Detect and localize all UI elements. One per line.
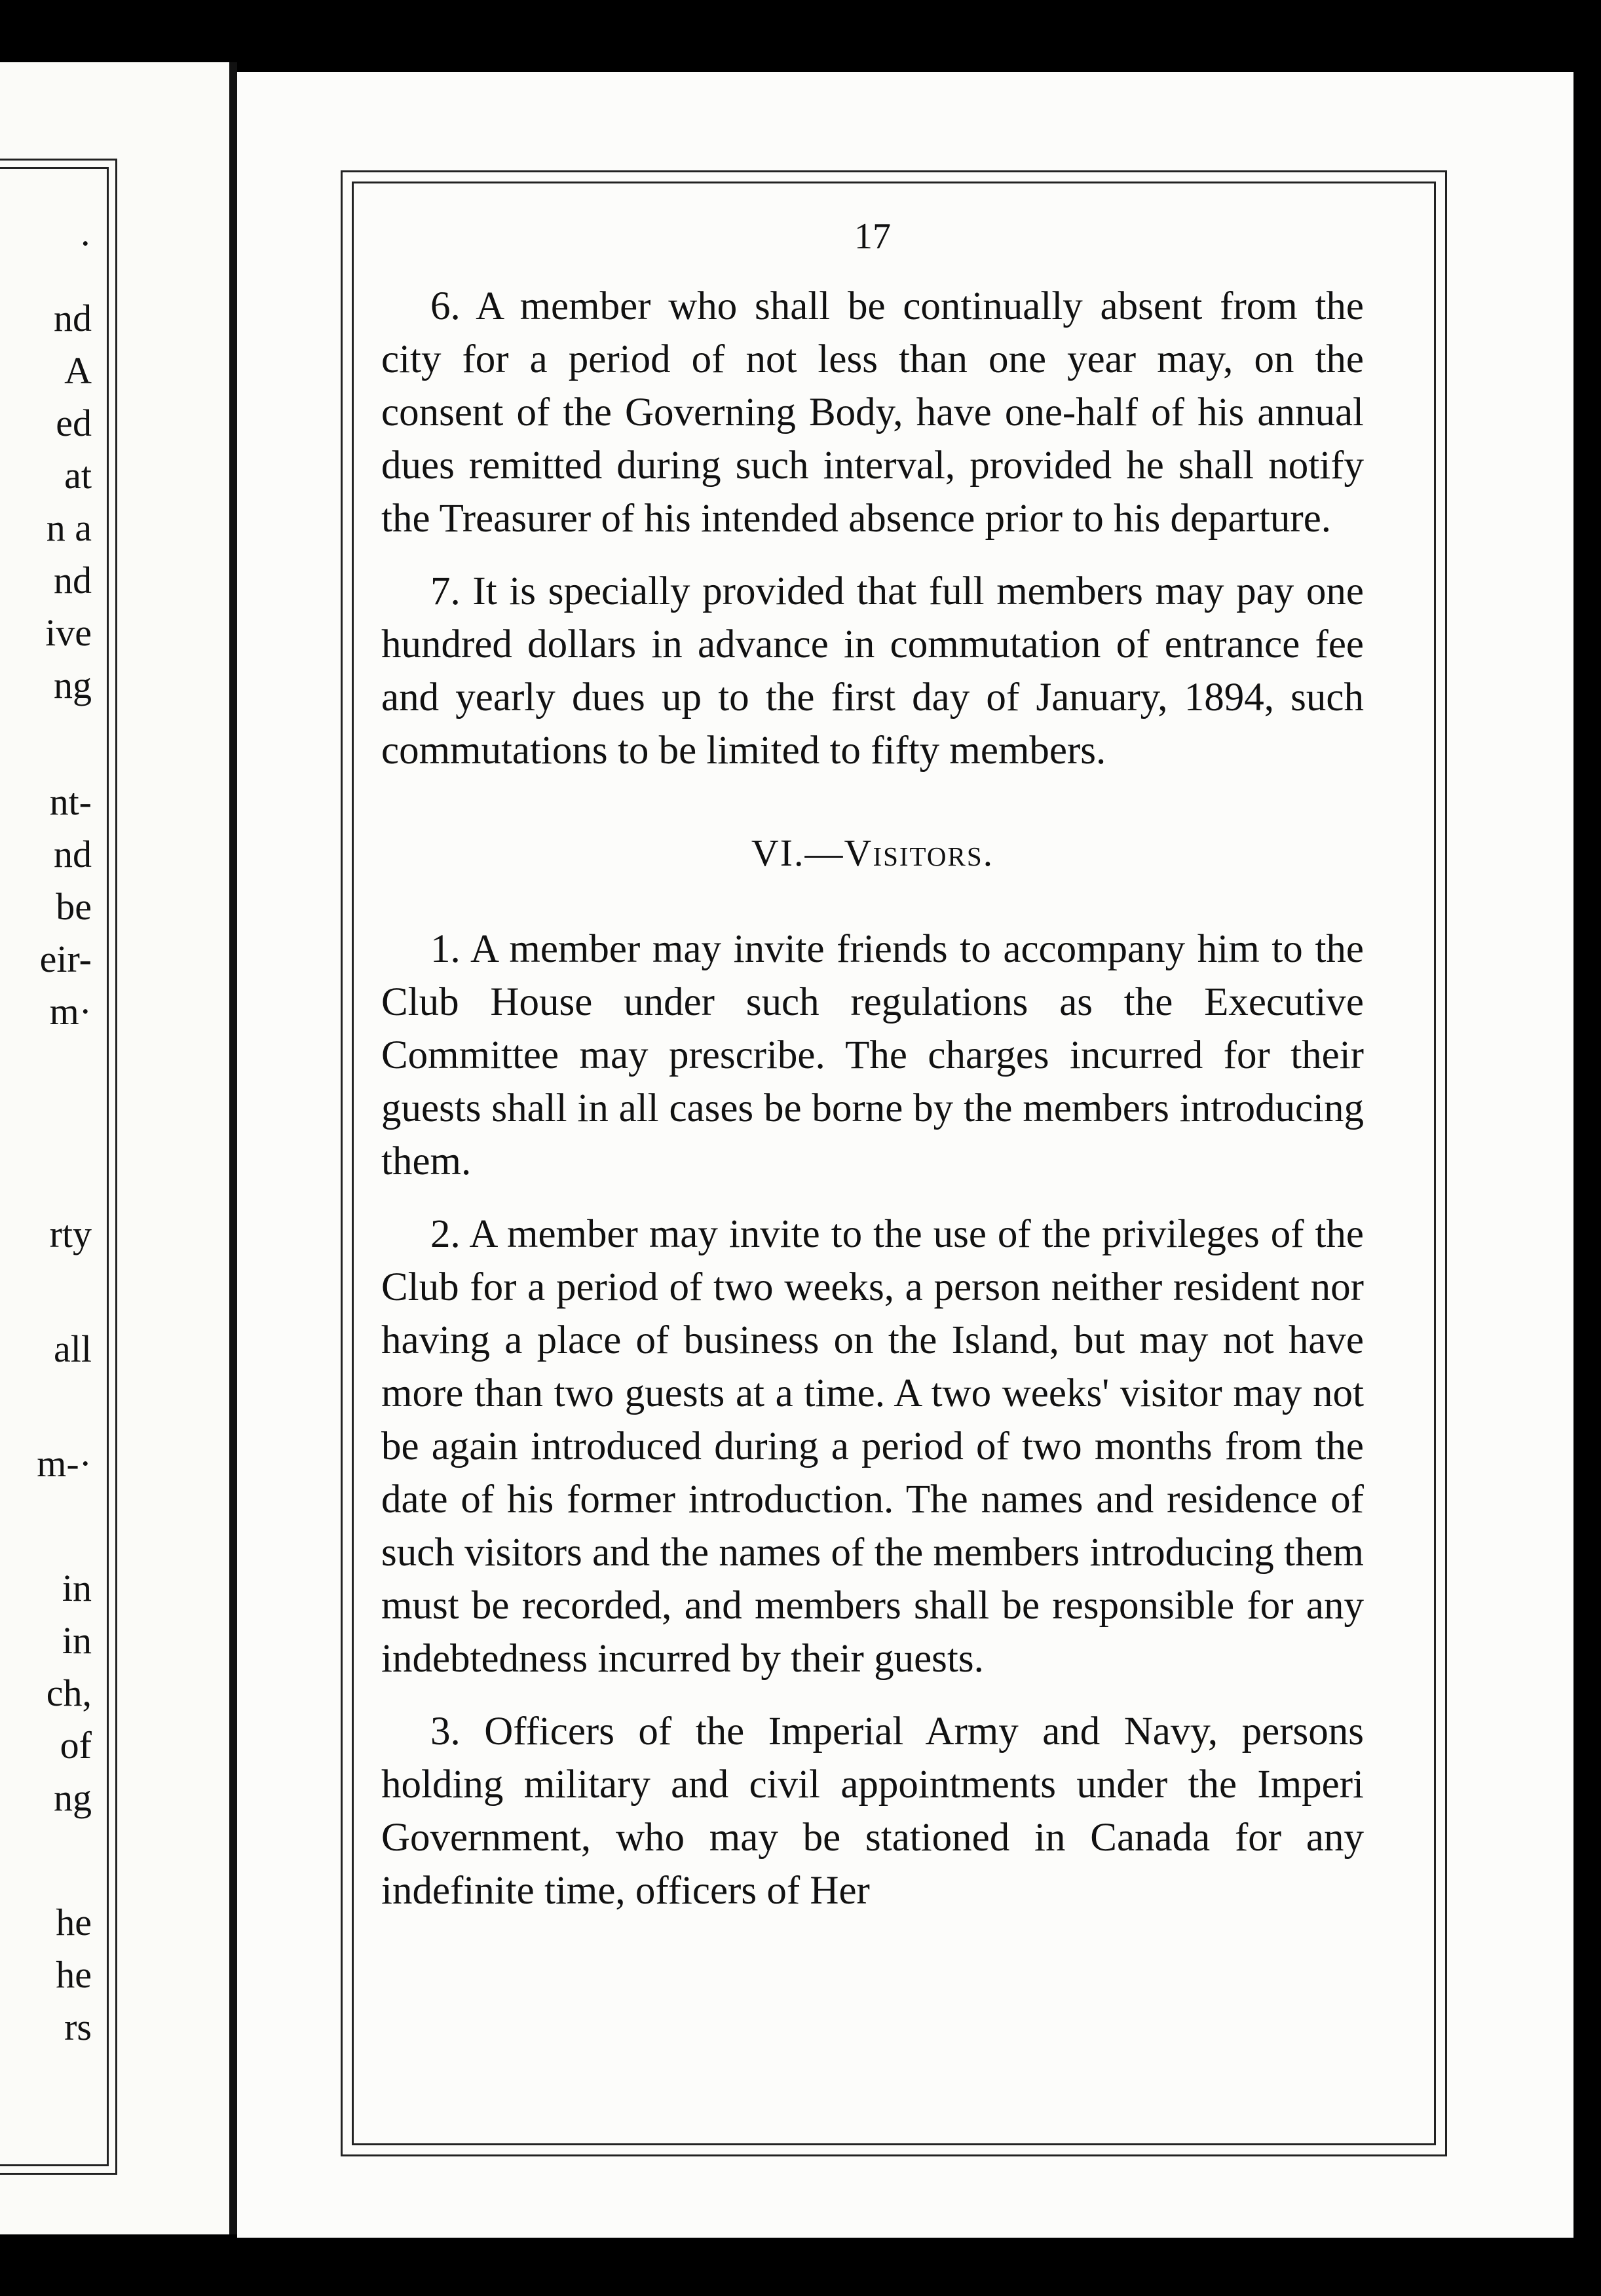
left-fragment: he bbox=[56, 1953, 92, 1996]
left-fragment: ng bbox=[54, 664, 92, 706]
page-content bbox=[381, 213, 1364, 1937]
left-fragment: of bbox=[60, 1724, 92, 1767]
left-fragment: rs bbox=[64, 2006, 92, 2048]
left-fragment: nd bbox=[54, 559, 92, 602]
left-fragment: ch, bbox=[46, 1672, 92, 1714]
left-fragment: rty bbox=[49, 1213, 92, 1255]
section-heading: VI.—Visitors. bbox=[751, 832, 994, 874]
left-fragment: nd bbox=[54, 297, 92, 339]
page-number: 17 bbox=[854, 216, 891, 257]
left-fragment: be bbox=[56, 885, 92, 928]
left-fragment: A bbox=[64, 349, 92, 392]
left-fragment: in bbox=[62, 1619, 92, 1662]
paragraph-visitors-1: 1. A member may invite friends to accompany him to the Club House under such regulations as the Executive Committee may prescribe. The charges incurred for their guests shall in all cases be borne by the members introducing them. bbox=[381, 927, 1364, 1183]
left-facing-page bbox=[0, 62, 233, 2234]
left-fragment: he bbox=[56, 1901, 92, 1943]
left-page-border bbox=[0, 167, 109, 2166]
paragraph-visitors-3: 3. Officers of the Imperial Army and Navy, persons holding military and civil appointments under the Imperi Government, who may be stationed in Canada for any indefinite time, officers of Her bbox=[381, 1710, 1364, 1913]
left-fragment: m· bbox=[49, 990, 92, 1033]
paragraph-visitors-2: 2. A member may invite to the use of the privileges of the Club for a period of two weeks, a person neither resident nor having a place of business on the Island, but may not have more than two guests at a time. A two weeks' visitor may not be again introduced during a period of two months from the date of his former introduction. The names and residence of such visitors and the names of the members introducing them must be recorded, and members shall be responsible for any indebtedness incurred by their guests. bbox=[381, 1212, 1364, 1681]
left-fragment: eir- bbox=[39, 938, 92, 980]
left-fragment: ed bbox=[56, 402, 92, 444]
left-fragment: in bbox=[62, 1567, 92, 1609]
left-fragment: n a bbox=[46, 507, 92, 549]
paragraph-7: 7. It is specially provided that full members may pay one hundred dollars in advance in commutation of entrance fee and yearly dues up to the first day of January, 1894, such commutations to be limited to fifty members. bbox=[381, 569, 1364, 773]
book-gutter bbox=[229, 62, 237, 2234]
left-fragment: · bbox=[79, 222, 92, 265]
left-fragment: ive bbox=[45, 611, 92, 654]
left-fragment: m-· bbox=[37, 1442, 92, 1485]
page bbox=[237, 72, 1573, 2238]
paragraph-6: 6. A member who shall be continually absent from the city for a period of not less than one year may, on the consent of the Governing Body, have one-half of his annual dues remitted during such interval, provided he shall notify the Treasurer of his intended absence prior to his departure. bbox=[381, 284, 1364, 541]
left-fragment: nt- bbox=[49, 780, 92, 823]
left-fragment: all bbox=[54, 1328, 92, 1370]
left-fragment: ng bbox=[54, 1776, 92, 1819]
left-fragment: at bbox=[64, 454, 92, 497]
left-fragment: nd bbox=[54, 833, 92, 875]
